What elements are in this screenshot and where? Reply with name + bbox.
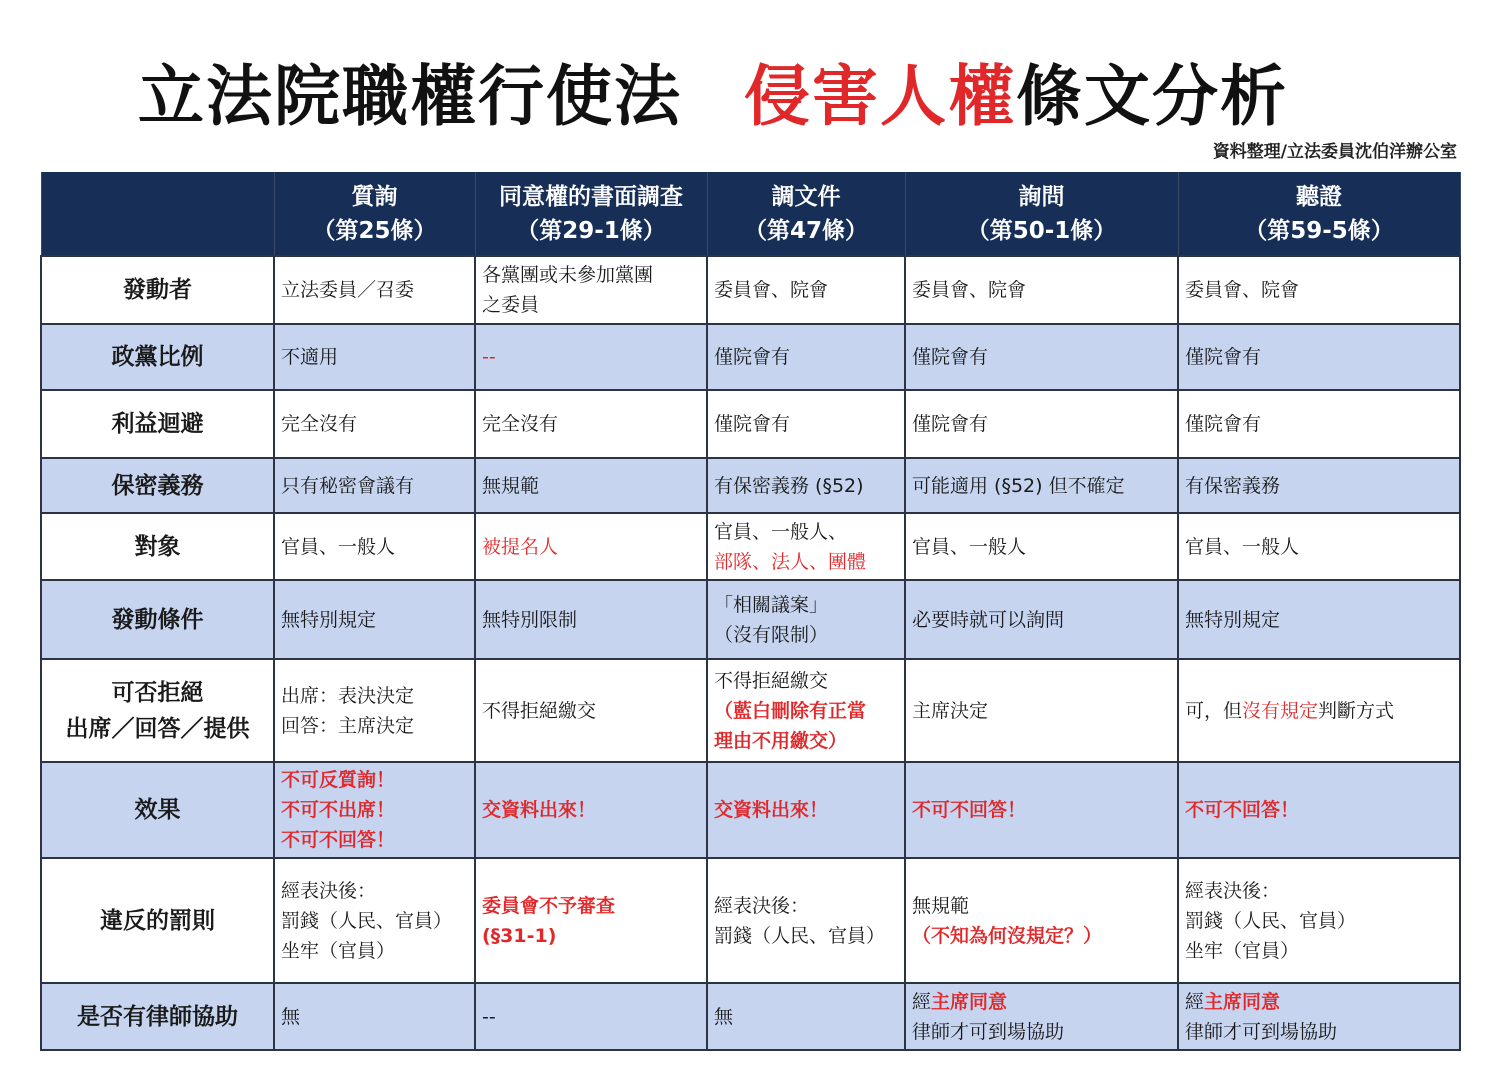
table-cell — [707, 513, 905, 580]
row-label: 發動條件 — [41, 580, 274, 659]
cell-line: 交資料出來！ — [714, 799, 829, 821]
table-cell — [274, 983, 475, 1050]
table-cell — [905, 659, 1178, 762]
table-row-trigger-condition — [41, 580, 1460, 659]
table-cell — [905, 513, 1178, 580]
table-cell — [274, 580, 475, 659]
cell-line: -- — [482, 346, 496, 368]
table-cell — [475, 390, 707, 458]
cell-line: （沒有限制） — [714, 623, 829, 646]
cell-line: 官員、一般人 — [1185, 535, 1300, 558]
cell-line: 無特別限制 — [482, 608, 578, 631]
cell-line: 罰錢（人民、官員） — [281, 909, 453, 932]
table-cell — [707, 983, 905, 1050]
cell-line: 罰錢（人民、官員） — [714, 924, 886, 947]
table-row-conflict-of-interest — [41, 390, 1460, 458]
cell-line: 無特別規定 — [281, 608, 377, 631]
cell-line: 委員會、院會 — [714, 279, 829, 301]
cell-line: 可能適用 (§52) 但不確定 — [912, 474, 1125, 497]
cell-line: 官員、一般人、 — [714, 520, 848, 543]
table-cell — [905, 324, 1178, 390]
table-header-row — [41, 172, 1460, 256]
table-cell — [475, 324, 707, 390]
table-row-initiator — [41, 256, 1460, 324]
table-cell — [707, 762, 905, 858]
cell-line: 僅院會有 — [714, 346, 791, 368]
header-corner — [41, 172, 274, 256]
table-cell — [1178, 513, 1460, 580]
table-cell — [1178, 580, 1460, 659]
table-cell — [274, 659, 475, 762]
table-cell — [707, 458, 905, 513]
cell-line: 委員會不予審查 — [482, 894, 616, 917]
cell-line: 罰錢（人民、官員） — [1185, 909, 1357, 932]
cell-line: 之委員 — [482, 294, 540, 316]
cell-line: 經表決後： — [281, 879, 377, 902]
cell-line: 部隊、法人、團體 — [714, 550, 867, 573]
table-cell — [707, 390, 905, 458]
table-cell — [274, 324, 475, 390]
cell-line: 必要時就可以詢問 — [912, 608, 1065, 631]
cell-line: 僅院會有 — [1185, 413, 1262, 435]
table-cell — [707, 580, 905, 659]
cell-line: 完全沒有 — [482, 413, 559, 435]
table-row-lawyer-assistance — [41, 983, 1460, 1050]
table-cell — [707, 324, 905, 390]
cell-line: 律師才可到場協助 — [912, 1020, 1065, 1043]
source-credit: 資料整理/立法委員沈伯洋辦公室 — [1212, 142, 1457, 162]
table-cell — [905, 762, 1178, 858]
cell-line: 「相關議案」 — [714, 593, 829, 616]
cell-line: 回答：主席決定 — [281, 714, 415, 737]
cell-line: 經表決後： — [714, 894, 810, 917]
table-cell — [1178, 659, 1460, 762]
header-document-retrieval: 調文件 （第47條） — [707, 172, 905, 256]
table-cell — [1178, 390, 1460, 458]
cell-line: 有保密義務 — [1185, 474, 1281, 497]
header-interpellation: 質詢 （第25條） — [274, 172, 475, 256]
row-label: 效果 — [41, 762, 274, 858]
cell-line: 可，但沒有規定判斷方式 — [1185, 699, 1395, 722]
cell-line: 不可不回答！ — [912, 799, 1027, 821]
table-row-effect — [41, 762, 1460, 858]
page-title — [138, 52, 1288, 142]
cell-line: -- — [482, 1005, 496, 1028]
table-row-penalty — [41, 858, 1460, 983]
table-cell — [707, 659, 905, 762]
cell-line: 出席：表決決定 — [281, 684, 415, 707]
table-cell — [274, 513, 475, 580]
cell-line: （藍白刪除有正當 — [714, 699, 867, 722]
cell-line: 委員會、院會 — [1185, 279, 1300, 301]
table-cell — [475, 858, 707, 983]
cell-line: 經表決後： — [1185, 879, 1281, 902]
cell-line: 不得拒絕繳交 — [714, 669, 829, 692]
table-cell — [274, 858, 475, 983]
table-cell — [707, 858, 905, 983]
table-cell — [905, 390, 1178, 458]
row-label: 對象 — [41, 513, 274, 580]
cell-line: 只有秘密會議有 — [281, 474, 415, 497]
row-label: 政黨比例 — [41, 324, 274, 390]
cell-line: 無 — [281, 1005, 301, 1028]
table-cell — [905, 983, 1178, 1050]
cell-line: 無 — [714, 1005, 734, 1028]
table-cell — [475, 983, 707, 1050]
table-row-target — [41, 513, 1460, 580]
cell-line: 僅院會有 — [912, 413, 989, 435]
table-cell — [905, 580, 1178, 659]
table-row-refusal — [41, 659, 1460, 762]
row-label: 是否有律師協助 — [41, 983, 274, 1050]
cell-line: 經主席同意 — [1185, 990, 1281, 1013]
cell-line: 不適用 — [281, 346, 339, 368]
header-hearing: 聽證 （第59-5條） — [1178, 172, 1460, 256]
table-cell — [707, 256, 905, 324]
cell-line: 不可不出席！ — [281, 799, 396, 821]
cell-line: (§31-1) — [482, 924, 557, 947]
table-cell — [475, 659, 707, 762]
row-label: 違反的罰則 — [41, 858, 274, 983]
title-part-human-rights: 侵害人權 — [744, 58, 1016, 135]
cell-line: 委員會、院會 — [912, 279, 1027, 301]
cell-line: 不得拒絕繳交 — [482, 699, 597, 722]
title-part-law-name: 立法院職權行使法 — [138, 58, 682, 135]
header-written-investigation: 同意權的書面調查 （第29-1條） — [475, 172, 707, 256]
comparison-table — [40, 172, 1461, 1051]
cell-line: 不可不回答！ — [281, 829, 396, 851]
cell-line: 立法委員／召委 — [281, 279, 415, 301]
table-cell — [475, 762, 707, 858]
cell-line: 不可反質詢！ — [281, 769, 396, 791]
row-label: 利益迴避 — [41, 390, 274, 458]
table-cell — [1178, 858, 1460, 983]
cell-line: 僅院會有 — [1185, 346, 1262, 368]
row-label: 可否拒絕 出席／回答／提供 — [41, 659, 274, 762]
table-cell — [1178, 983, 1460, 1050]
table-cell — [475, 458, 707, 513]
table-cell — [475, 256, 707, 324]
table-cell — [475, 580, 707, 659]
table-cell — [274, 762, 475, 858]
table-cell — [475, 513, 707, 580]
table-cell — [274, 390, 475, 458]
table-body — [41, 256, 1460, 1050]
cell-line: 不可不回答！ — [1185, 799, 1300, 821]
cell-line: 官員、一般人 — [912, 535, 1027, 558]
table-cell — [905, 458, 1178, 513]
cell-line: 有保密義務 (§52) — [714, 474, 864, 497]
row-label: 保密義務 — [41, 458, 274, 513]
cell-line: 僅院會有 — [714, 413, 791, 435]
cell-line: 完全沒有 — [281, 413, 358, 435]
table-cell — [1178, 762, 1460, 858]
table-cell — [1178, 324, 1460, 390]
cell-line: 無規範 — [912, 894, 970, 917]
cell-line: 律師才可到場協助 — [1185, 1020, 1338, 1043]
table-row-party-proportion — [41, 324, 1460, 390]
cell-line: 理由不用繳交） — [714, 729, 848, 752]
cell-line: 坐牢（官員） — [281, 939, 396, 962]
cell-line: （不知為何沒規定？） — [912, 924, 1103, 947]
cell-line: 官員、一般人 — [281, 535, 396, 558]
cell-line: 各黨團或未參加黨團 — [482, 264, 654, 286]
table-row-confidentiality — [41, 458, 1460, 513]
header-inquiry: 詢問 （第50-1條） — [905, 172, 1178, 256]
table-cell — [1178, 256, 1460, 324]
table-cell — [274, 256, 475, 324]
table-cell — [905, 256, 1178, 324]
cell-line: 經主席同意 — [912, 990, 1008, 1013]
table-cell — [274, 458, 475, 513]
cell-line: 坐牢（官員） — [1185, 939, 1300, 962]
table-cell — [905, 858, 1178, 983]
table-cell — [1178, 458, 1460, 513]
cell-line: 僅院會有 — [912, 346, 989, 368]
title-part-analysis: 條文分析 — [1016, 58, 1288, 135]
cell-line: 無規範 — [482, 474, 540, 497]
row-label: 發動者 — [41, 256, 274, 324]
cell-line: 交資料出來！ — [482, 799, 597, 821]
cell-line: 被提名人 — [482, 535, 559, 558]
cell-line: 無特別規定 — [1185, 608, 1281, 631]
cell-line: 主席決定 — [912, 699, 989, 722]
